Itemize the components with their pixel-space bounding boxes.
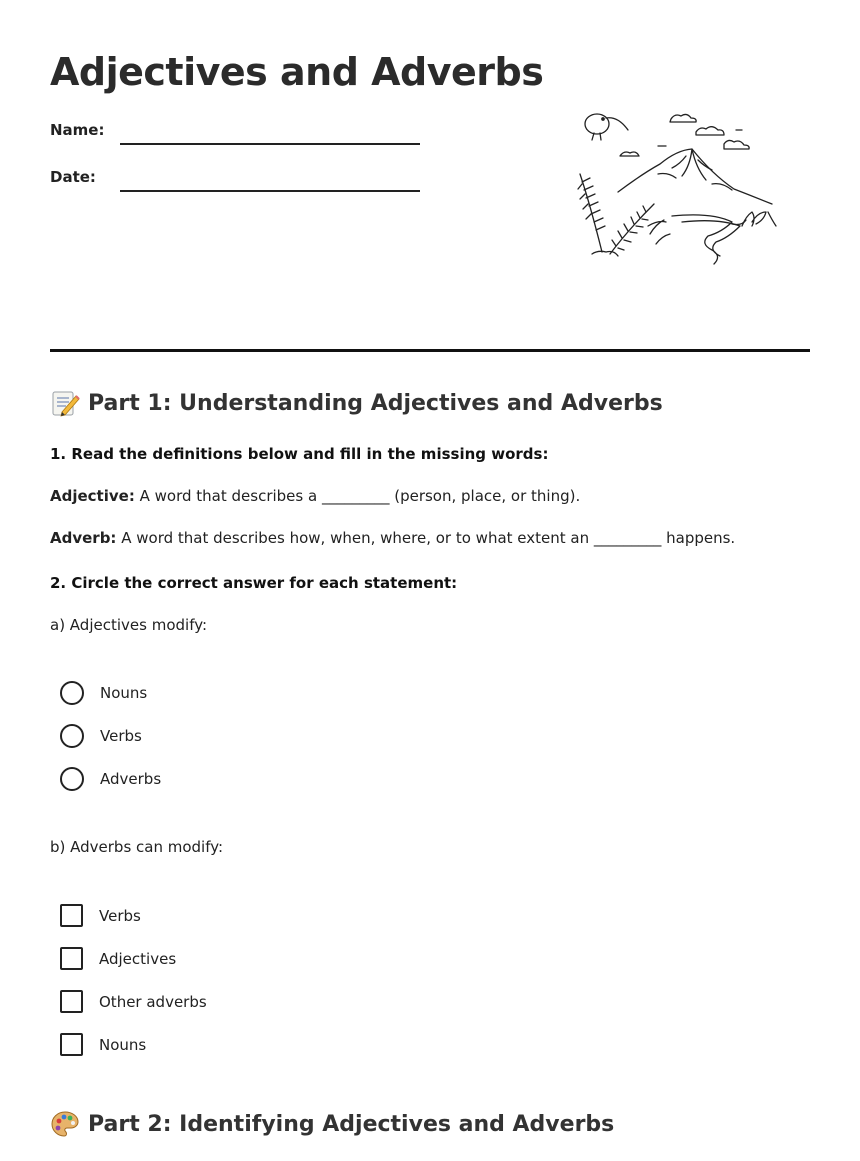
adjective-definition: [50, 487, 580, 505]
question-1: 1. Read the definitions below and fill in the missing words:: [50, 445, 549, 463]
radio-circle[interactable]: [60, 767, 84, 791]
radio-circle[interactable]: [60, 724, 84, 748]
option-label: Nouns: [99, 1035, 147, 1054]
memo-pencil-icon: [50, 388, 80, 418]
checkbox[interactable]: [60, 1033, 83, 1056]
page-title: Adjectives and Adverbs: [50, 50, 544, 94]
adjective-def-text: A word that describes a _________ (person, place, or thing).: [139, 487, 581, 505]
adjective-term: Adjective:: [50, 487, 135, 505]
kiwi-landscape-illustration: [572, 104, 780, 270]
part1-heading-text: Part 1: Understanding Adjectives and Adverbs: [88, 390, 663, 416]
option-b-verbs[interactable]: [60, 904, 141, 927]
name-label: Name:: [50, 121, 105, 139]
date-label: Date:: [50, 168, 96, 186]
part2-heading: [50, 1109, 614, 1139]
option-label: Adjectives: [99, 949, 177, 968]
option-b-adjectives[interactable]: [60, 947, 176, 970]
adverb-definition: [50, 529, 735, 547]
option-label: Verbs: [100, 727, 142, 745]
option-a-nouns[interactable]: [60, 681, 147, 705]
option-b-other-adverbs[interactable]: [60, 990, 207, 1013]
option-a-adverbs[interactable]: [60, 767, 161, 791]
option-a-verbs[interactable]: [60, 724, 142, 748]
artist-palette-icon: [50, 1109, 80, 1139]
kiwi-bird-icon: [585, 114, 628, 140]
option-b-nouns[interactable]: [60, 1033, 146, 1056]
option-label: Verbs: [99, 906, 141, 925]
option-label: Nouns: [100, 684, 148, 702]
header-divider: [50, 349, 810, 352]
adverb-term: Adverb:: [50, 529, 117, 547]
checkbox[interactable]: [60, 990, 83, 1013]
checkbox[interactable]: [60, 947, 83, 970]
part1-heading: [50, 388, 663, 418]
radio-circle[interactable]: [60, 681, 84, 705]
name-line[interactable]: [120, 143, 420, 145]
part2-heading-text: Part 2: Identifying Adjectives and Adverbs: [88, 1111, 615, 1137]
date-line[interactable]: [120, 190, 420, 192]
option-label: Other adverbs: [99, 992, 207, 1011]
adverb-def-text: A word that describes how, when, where, or to what extent an _________ happens.: [121, 529, 736, 547]
question-2: 2. Circle the correct answer for each statement:: [50, 574, 458, 592]
checkbox[interactable]: [60, 904, 83, 927]
question-2a-prompt: a) Adjectives modify:: [50, 616, 208, 634]
option-label: Adverbs: [100, 770, 162, 788]
question-2b-prompt: b) Adverbs can modify:: [50, 838, 224, 856]
